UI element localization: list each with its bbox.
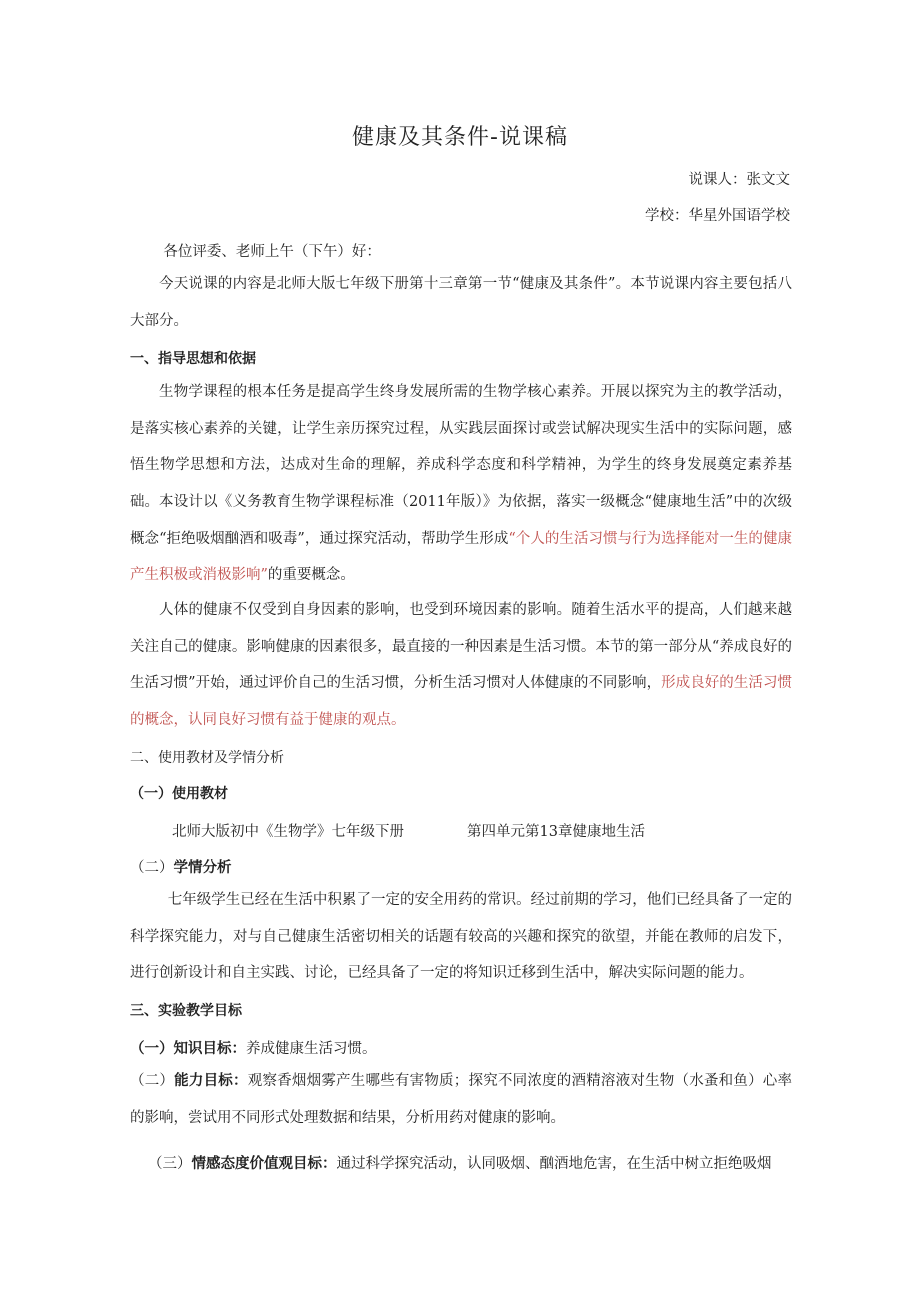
sub-prefix: （二）	[130, 860, 174, 876]
goal-knowledge	[130, 1037, 792, 1058]
goal-label: （一）知识目标：	[130, 1041, 246, 1057]
goal-label: 能力目标：	[174, 1073, 248, 1089]
section-2-sub-2	[130, 856, 792, 877]
textbook-unit: 第四单元第13章健康地生活	[467, 824, 645, 840]
greeting: 各位评委、老师上午（下午）好：	[163, 244, 381, 260]
goal-text: 观察香烟烟雾产生哪些有害物质；探究不同浓度的酒精溶液对生物（水蚤和鱼）心率的影响，尝试用不同形式处理数据和结果，分析用药对健康的影响。	[130, 1073, 793, 1126]
goal-attitude	[148, 1152, 810, 1173]
section-2-sub-1: （一）使用教材	[130, 786, 228, 802]
goal-text: 养成健康生活习惯。	[246, 1041, 377, 1057]
section-3-heading: 三、实验教学目标	[130, 1003, 242, 1019]
section-2-heading: 二、使用教材及学情分析	[130, 750, 284, 766]
sub-label: 学情分析	[173, 860, 232, 876]
goal-text: 通过科学探究活动，认同吸烟、酗酒地危害，在生活中树立拒绝吸烟	[336, 1156, 772, 1172]
section-1-paragraph-3	[130, 592, 792, 738]
highlighted-concept: “个人的生活习惯与行为选择能对一生的健康产生积极或消极影响”	[130, 530, 792, 583]
section-1-paragraph-1: 生物学课程的根本任务是提高学生终身发展所需的生物学核心素养。开展以探究为主的教学活动，是落实核心素养的关键，让学生亲历探究过程，从实践层面探讨或尝试解决现实生活中的实际问题，感悟生物学思想和方法，达成对生命的理解，养成科学态度和科学精神，为学生的终身发展奠定素养基础。	[130, 384, 792, 510]
intro-paragraph: 今天说课的内容是北师大版七年级下册第十三章第一节“健康及其条件”。本节说课内容主要包括八大部分。	[130, 276, 792, 329]
goal-label: 情感态度价值观目标：	[191, 1156, 337, 1172]
section-1-heading: 一、指导思想和依据	[130, 351, 256, 367]
section-2-paragraph: 七年级学生已经在生活中积累了一定的安全用药的常识。经过前期的学习，他们已经具备了一定的科学探究能力，对与自己健康生活密切相关的话题有较高的兴趣和探究的欲望，并能在教师的启发下，进行创新设计和自主实践、讨论，已经具备了一定的将知识迁移到生活中，解决实际问题的能力。	[130, 892, 792, 981]
school: 学校：华星外国语学校	[645, 208, 790, 224]
section-1-paragraph-2	[130, 484, 792, 594]
page-title: 健康及其条件-说课稿	[352, 125, 568, 150]
paragraph-text: 的重要概念。	[267, 567, 355, 583]
paragraph-text: 人体的健康不仅受到自身因素的影响，也受到环境因素的影响。随着生活水平的提高，人们越来越关注自己的健康。影响健康的因素很多，最直接的一种因素是生活习惯。本节的第一部分从“养成良好的生活习惯”开始，通过评价自己的生活习惯，分析生活习惯对人体健康的不同影响，	[130, 602, 792, 691]
highlighted-concept: 形成良好的生活习惯的概念，认同良好习惯有益于健康的观点。	[130, 675, 792, 728]
goal-prefix: （二）	[130, 1073, 175, 1089]
speaker: 说课人：张文文	[688, 172, 790, 188]
goal-prefix: （三）	[148, 1156, 192, 1172]
textbook-name: 北师大版初中《生物学》七年级下册	[172, 824, 404, 840]
goal-ability	[130, 1063, 792, 1136]
paragraph-text: 本设计以《义务教育生物学课程标准（2011年版）》为依据，落实一级概念“健康地生活”中的次级概念“拒绝吸烟酗酒和吸毒”，通过探究活动，帮助学生形成	[130, 494, 792, 547]
